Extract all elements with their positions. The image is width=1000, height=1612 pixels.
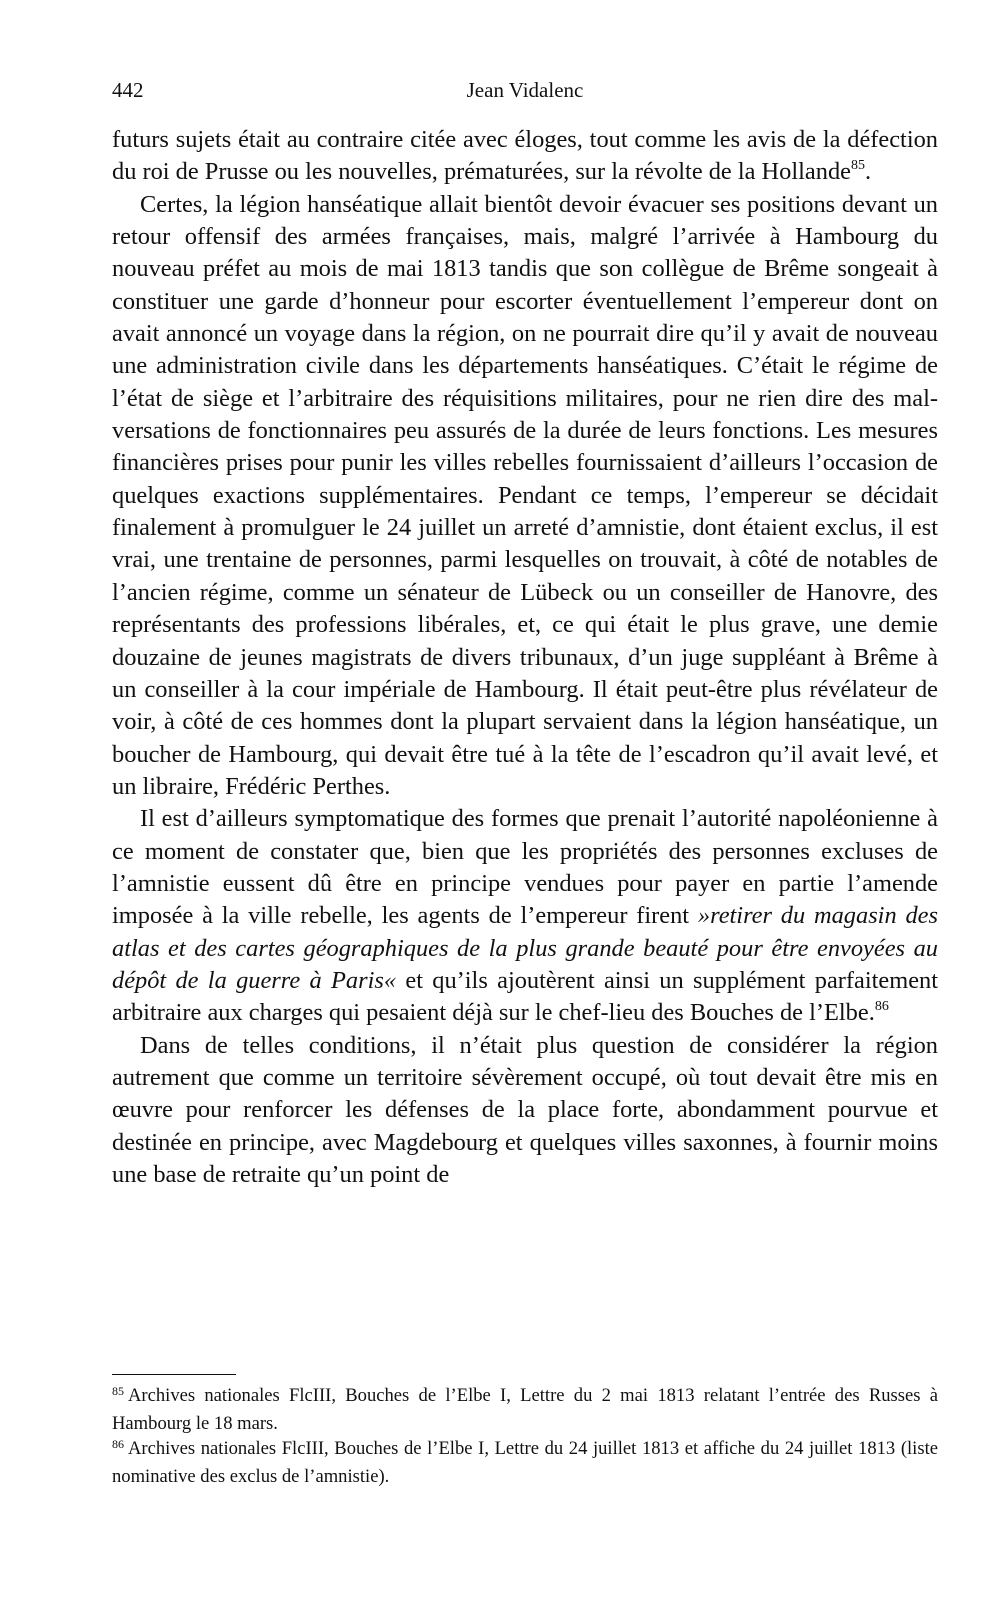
paragraph-3-before: Il est d’ailleurs symptomatique des formes que prenait l’autorité napoléonienne à ce moment de constater que, bien que les propriétés des personnes excluses de l’amnistie eussent dû être en principe vendues pour payer en partie l’amende imposée à la ville rebelle, les agents de l’empereur firent	[112, 805, 938, 930]
footnote-text: Archives nationales FlcIII, Bouches de l’Elbe I, Lettre du 24 juillet 1813 et affiche du 24 juillet 1813 (liste nominative des exclus de l’amnistie).	[112, 1438, 938, 1487]
footnote-number: 86	[112, 1437, 124, 1451]
footnote-text: Archives nationales FlcIII, Bouches de l’Elbe I, Lettre du 2 mai 1813 relatant l’entrée des Russes à Hambourg le 18 mars.	[112, 1385, 938, 1434]
paragraph-2: Certes, la légion hanséatique allait bientôt devoir évacuer ses positions devant un retour offensif des armées françaises, mais, malgré l’arrivée à Hambourg du nouveau préfet au mois de mai 1813 tandis que son collègue de Brême songeait à constituer une garde d’honneur pour escorter éventuellement l’empereur dont on avait annoncé un voyage dans la région, on ne pourrait dire qu’il y avait de nouveau une administration civile dans les départements hanséatiques. C’était le régime de l’état de siège et l’arbitraire des réquisitions militaires, pour ne rien dire des malversations de fonctionnaires peu assurés de la durée de leurs fonctions. Les mesures financières prises pour punir les villes rebelles fournissaient d’ailleurs l’occasion de quelques exactions supplémentaires. Pendant ce temps, l’empereur se décidait finalement à promulguer le 24 juillet un arreté d’amnistie, dont étaient exclus, il est vrai, une trentaine de personnes, parmi lesquelles on trouvait, à côté de notables de l’ancien régime, comme un sénateur de Lübeck ou un conseiller de Hanovre, des représentants des professions libérales, et, ce qui était le plus grave, une demie douzaine de jeunes magistrats de divers tribunaux, d’un juge suppléant à Brême à un conseiller à la cour impériale de Hambourg. Il était peut-être plus révélateur de voir, à côté de ces hommes dont la plupart servaient dans la légion hanséatique, un boucher de Hambourg, qui devait être tué à la tête de l’escadron qu’il avait levé, et un libraire, Frédéric Perthes.	[112, 190, 938, 800]
paragraph-1-text: futurs sujets était au contraire citée avec éloges, tout comme les avis de la défection du roi de Prusse ou les nouvelles, prématurées, sur la révolte de la Hollande	[112, 126, 938, 186]
paragraph-3	[112, 803, 938, 1029]
footnote-85	[112, 1383, 938, 1436]
paragraph-4: Dans de telles conditions, il n’était plus question de considérer la région autrement que comme un territoire sévèrement occupé, où tout devait être mis en œuvre pour renforcer les défenses de la place forte, abondamment pourvue et destinée en principe, avec Magdebourg et quelques villes saxonnes, à fournir moins une base de retraite qu’un point de	[112, 1031, 938, 1188]
footnote-ref-86: 86	[874, 999, 889, 1015]
footnote-86	[112, 1436, 938, 1489]
paragraph-1	[112, 124, 938, 189]
footnote-number: 85	[112, 1384, 124, 1398]
footnote-ref-85: 85	[850, 158, 865, 174]
running-head	[112, 78, 938, 108]
footnote-divider	[112, 1374, 236, 1375]
body-text	[112, 124, 938, 1191]
page-number: 442	[112, 78, 144, 102]
paragraph-3-after: et qu’ils ajoutèrent ainsi un supplément parfaitement arbitraire aux charges qui pesaient déjà sur le chef-lieu des Bouches de l’Elbe.	[112, 966, 938, 1027]
paragraph-1-end: .	[864, 158, 872, 186]
footnotes	[112, 1383, 938, 1489]
running-title: Jean Vidalenc	[466, 78, 584, 102]
paragraph-3-quote: »retirer du magasin des atlas et des cartes géographiques de la plus grande beauté pour être envoyées au dépôt de la guerre à Paris«	[112, 902, 938, 994]
